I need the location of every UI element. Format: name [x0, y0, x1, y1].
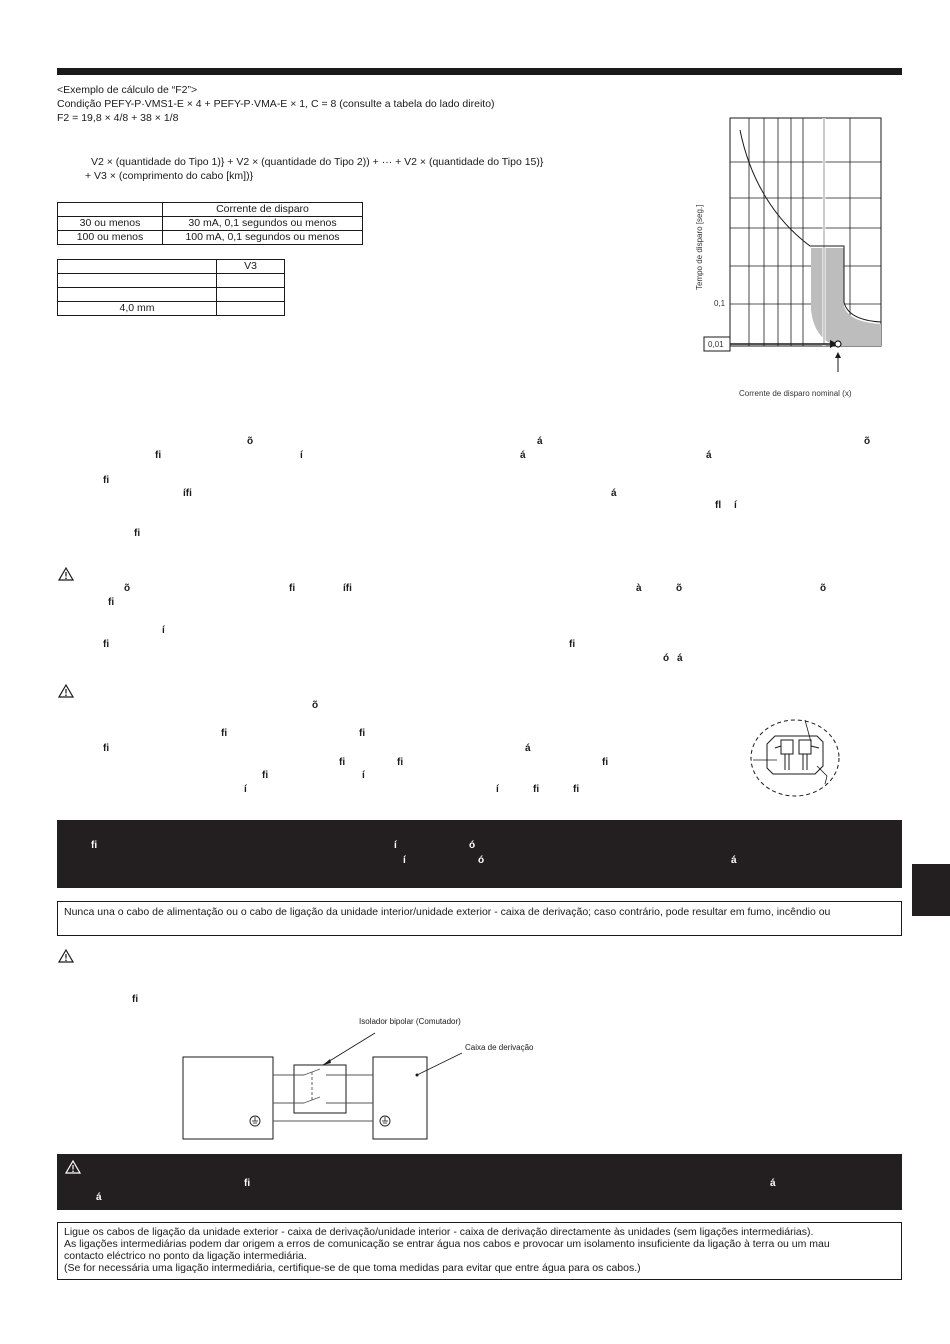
threshold-point [835, 341, 841, 347]
section-side-tab [912, 864, 950, 916]
graph-frame [730, 118, 881, 346]
glyph-fragment: á [520, 450, 526, 461]
note-line: (Se for necessária uma ligação intermediária, certifique-se de que toma medidas para evitar que entre água para os cabos.) [64, 1262, 641, 1274]
glyph-fragment: ó [478, 855, 485, 866]
example-formula: F2 = 19,8 × 4/8 + 38 × 1/8 [57, 112, 179, 124]
glyph-fragment: fi [573, 784, 580, 795]
glyph-fragment: fi [289, 583, 296, 594]
example-heading: <Exemplo de cálculo de “F2”> [57, 84, 198, 96]
glyph-fragment: ó [469, 840, 476, 851]
glyph-fragment: í [394, 840, 397, 851]
glyph-fragment: í [496, 784, 499, 795]
note-line: Ligue os cabos de ligação da unidade exterior - caixa de derivação/unidade interior - caixa de derivação directamente às unidades (sem ligações intermediárias). [64, 1226, 814, 1238]
glyph-fragment: á [611, 488, 617, 499]
isolator-box [294, 1065, 346, 1113]
ground-symbol-icon [250, 1116, 260, 1126]
glyph-fragment: í [300, 450, 303, 461]
isolator-label: Isolador bipolar (Comutador) [359, 1017, 461, 1026]
glyph-fragment: fi [91, 840, 98, 851]
isolator-wiring-diagram [180, 1015, 580, 1145]
note-line: contacto eléctrico no ponto da ligação intermediária. [64, 1250, 307, 1262]
note-box-1 [57, 901, 902, 936]
table-cell: 4,0 mm [58, 302, 217, 316]
table-cell [217, 288, 285, 302]
glyph-fragment: õ [864, 436, 871, 447]
glyph-fragment: õ [820, 583, 827, 594]
glyph-fragment: fl [715, 500, 722, 511]
graph-xlabel: Corrente de disparo nominal (x) [739, 389, 852, 398]
glyph-fragment: fi [244, 1178, 251, 1189]
glyph-fragment: í [403, 855, 406, 866]
glyph-fragment: fi [602, 757, 609, 768]
table-row [58, 217, 363, 231]
glyph-fragment: á [525, 743, 531, 754]
power-source-box [183, 1057, 273, 1139]
glyph-fragment: õ [312, 700, 319, 711]
table-cell [58, 203, 163, 217]
table-cell: 30 ou menos [58, 217, 163, 231]
glyph-fragment: ífi [183, 488, 192, 499]
trip-band-shading [811, 248, 881, 346]
glyph-fragment: fi [359, 728, 366, 739]
table-cell: 100 ou menos [58, 231, 163, 245]
glyph-fragment: á [770, 1178, 776, 1189]
table-row [58, 231, 363, 245]
glyph-fragment: õ [247, 436, 254, 447]
table-row [58, 203, 363, 217]
trip-curve [740, 130, 881, 322]
glyph-fragment: fi [134, 528, 141, 539]
glyph-fragment: á [731, 855, 737, 866]
tick-label-01: 0,1 [714, 299, 726, 308]
warning-triangle-icon [65, 1160, 81, 1174]
isolator-leader-line [323, 1033, 375, 1065]
junction-box [373, 1057, 427, 1139]
terminal-block-illustration [745, 716, 843, 800]
glyph-fragment: fi [132, 994, 139, 1005]
table-cell [217, 274, 285, 288]
example-condition: Condição PEFY-P·VMS1-E × 4 + PEFY-P·VMA-E × 1, C = 8 (consulte a tabela do lado direito) [57, 98, 495, 110]
trip-current-table [57, 202, 363, 245]
warning-banner-2 [57, 1154, 902, 1210]
glyph-fragment: ó [663, 653, 670, 664]
glyph-fragment: fi [533, 784, 540, 795]
table-cell [217, 302, 285, 316]
glyph-fragment: fi [103, 743, 110, 754]
glyph-fragment: ífi [343, 583, 352, 594]
glyph-fragment: á [706, 450, 712, 461]
table-cell: 30 mA, 0,1 segundos ou menos [163, 217, 363, 231]
warning-triangle-icon [58, 684, 74, 698]
sum-formula-line2: + V3 × (comprimento do cabo [km])} [85, 170, 254, 182]
warning-triangle-icon [58, 949, 74, 963]
table-row [58, 302, 285, 316]
glyph-fragment: í [362, 770, 365, 781]
pointer-arrowhead [835, 352, 841, 358]
glyph-fragment: í [162, 625, 165, 636]
table-header-cell: V3 [217, 260, 285, 274]
table-row [58, 288, 285, 302]
glyph-fragment: fi [569, 639, 576, 650]
glyph-fragment: í [244, 784, 247, 795]
glyph-fragment: fi [397, 757, 404, 768]
table-cell [58, 260, 217, 274]
glyph-fragment: á [677, 653, 683, 664]
glyph-fragment: í [734, 500, 737, 511]
note-box-2 [57, 1222, 902, 1280]
glyph-fragment: õ [124, 583, 131, 594]
v3-table [57, 259, 285, 316]
table-cell [58, 288, 217, 302]
table-row [58, 260, 285, 274]
warning-triangle-icon [58, 567, 74, 581]
table-cell: 100 mA, 0,1 segundos ou menos [163, 231, 363, 245]
glyph-fragment: fi [108, 597, 115, 608]
table-header-cell: Corrente de disparo [163, 203, 363, 217]
top-rule [57, 68, 902, 75]
table-cell [58, 274, 217, 288]
glyph-fragment: fi [155, 450, 162, 461]
glyph-fragment: õ [676, 583, 683, 594]
note-line: As ligações intermediárias podem dar origem a erros de comunicação se entrar água nos cabos e provocar um isolamento insuficiente da ligação à terra ou um mau [64, 1238, 830, 1250]
glyph-fragment: á [537, 436, 543, 447]
glyph-fragment: fi [339, 757, 346, 768]
graph-ylabel: Tempo de disparo [seg.] [695, 204, 704, 290]
glyph-fragment: fi [103, 475, 110, 486]
tick-label-001: 0,01 [708, 340, 724, 349]
warning-banner-1 [57, 820, 902, 888]
glyph-fragment: á [96, 1192, 102, 1203]
glyph-fragment: fi [103, 639, 110, 650]
trip-time-graph [690, 110, 900, 410]
glyph-fragment: fi [221, 728, 228, 739]
ground-symbol-icon [380, 1116, 390, 1126]
graph-gridlines [730, 118, 881, 346]
glyph-fragment: à [636, 583, 642, 594]
sum-formula-line1: V2 × (quantidade do Tipo 1)} + V2 × (quantidade do Tipo 2)) + ··· + V2 × (quantidade do Tipo 15)} [91, 156, 544, 168]
table-row [58, 274, 285, 288]
glyph-fragment: fi [262, 770, 269, 781]
junction-box-label: Caixa de derivação [465, 1043, 534, 1052]
note-text: Nunca una o cabo de alimentação ou o cabo de ligação da unidade interior/unidade exterior - caixa de derivação; caso contrário, pode resultar em fumo, incêndio ou [64, 906, 831, 918]
